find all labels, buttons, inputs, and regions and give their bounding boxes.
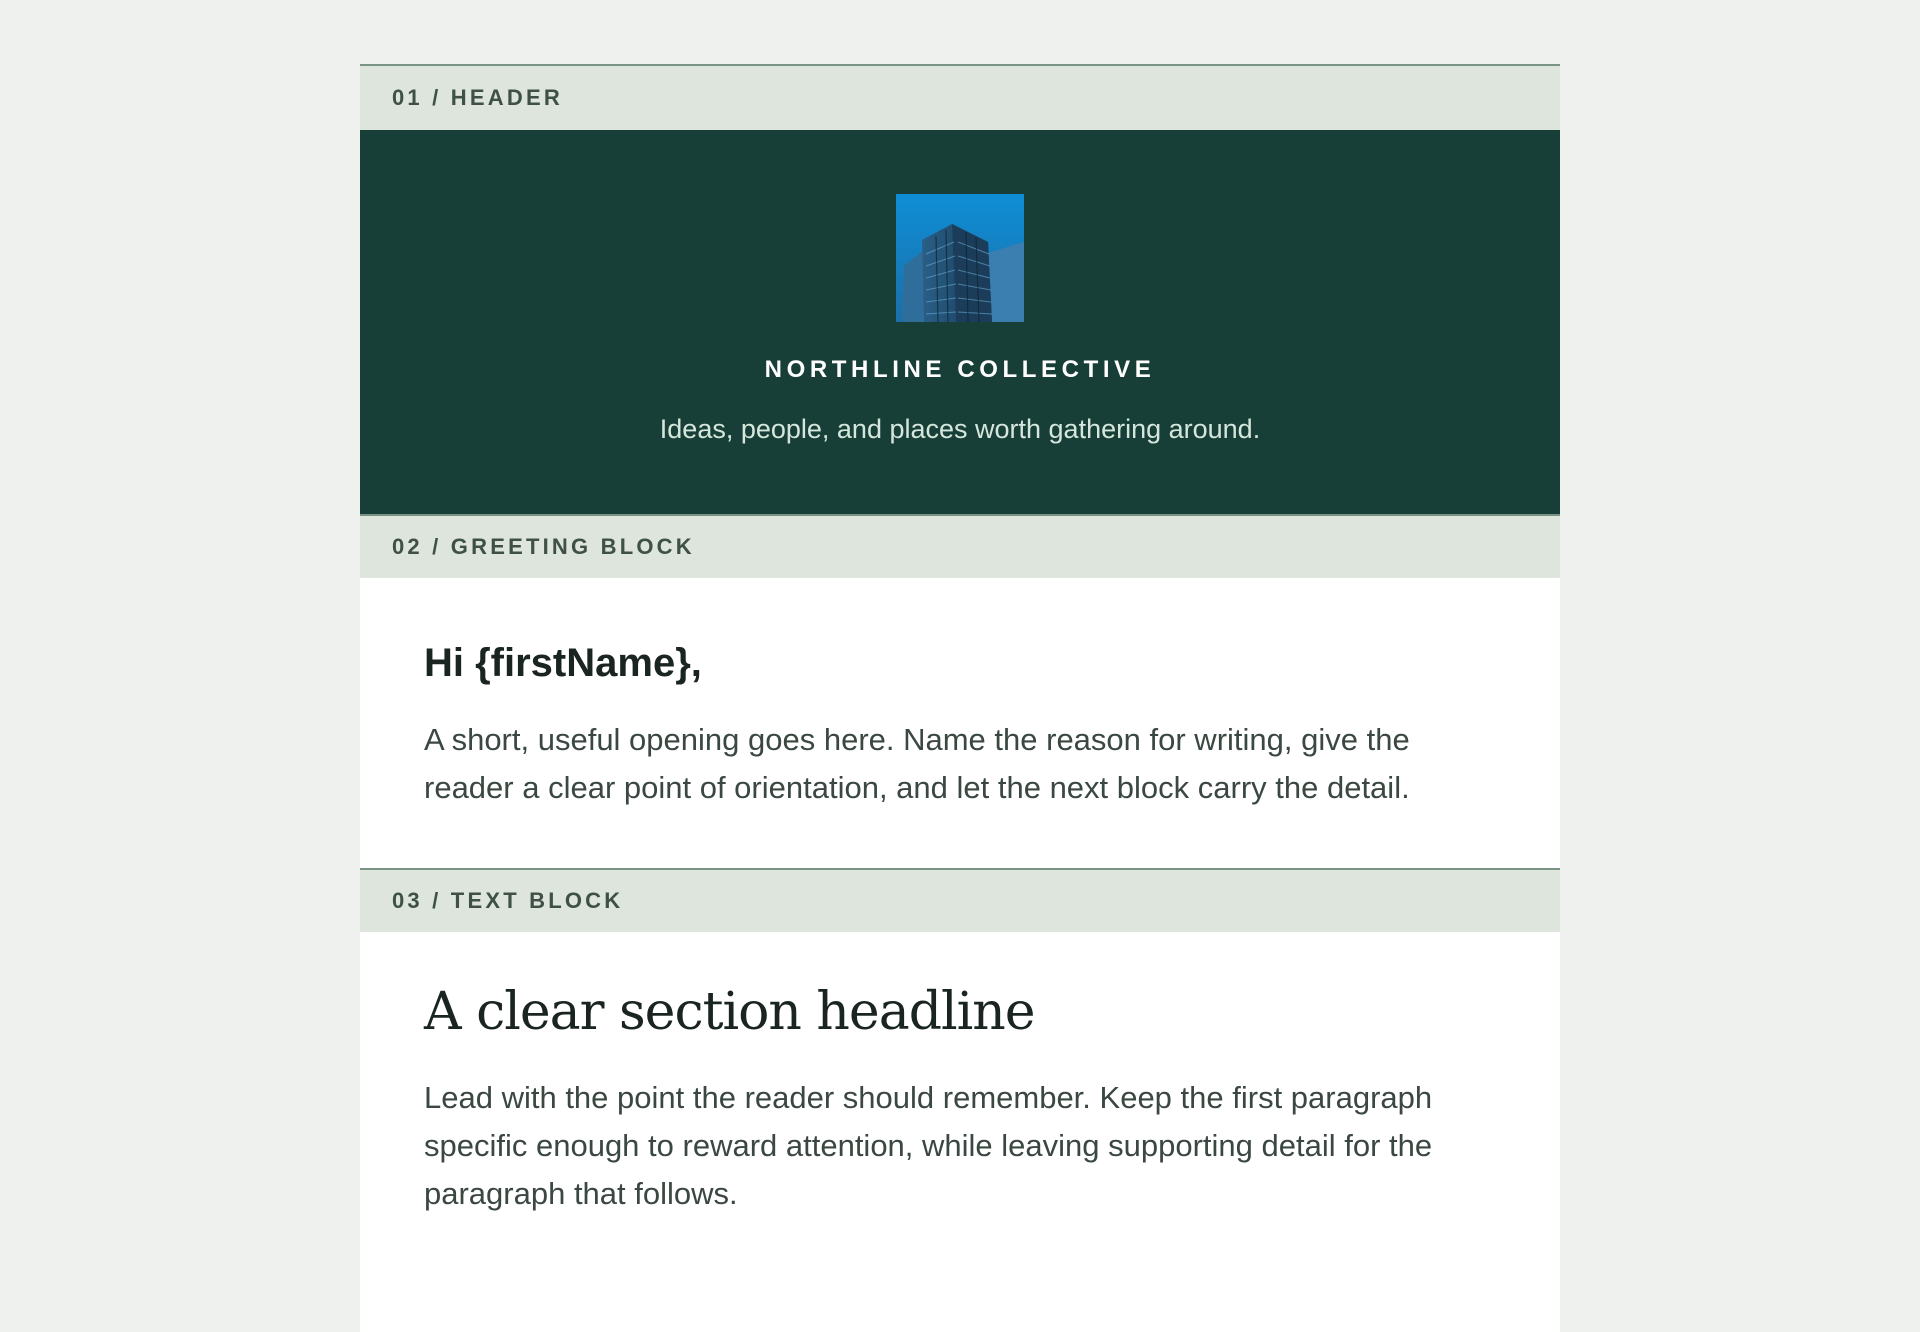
section-body: Lead with the point the reader should remember. Keep the first paragraph specific enough to reward attention, while leaving supporting detail for the paragraph that follows. — [424, 1080, 1433, 1211]
section-label-header: 01 / HEADER — [360, 66, 1560, 130]
brand-tagline: Ideas, people, and places worth gathering around. — [659, 414, 1261, 444]
text-block — [360, 932, 1560, 1332]
email-header — [360, 130, 1560, 514]
greeting-title: Hi {firstName}, — [424, 641, 702, 685]
section-label-text: 03 / TEXT BLOCK — [360, 868, 1560, 932]
email-template — [360, 64, 1560, 1332]
greeting-text: A short, useful opening goes here. Name the reason for writing, give the reader a clear point of orientation, and let the next block carry the detail. — [424, 722, 1410, 805]
section-headline: A clear section headline — [424, 982, 1035, 1042]
section-label-greeting: 02 / GREETING BLOCK — [360, 514, 1560, 578]
brand-name: NORTHLINE COLLECTIVE — [764, 356, 1156, 383]
greeting-block — [360, 578, 1560, 868]
building-photo-icon — [896, 194, 1024, 322]
